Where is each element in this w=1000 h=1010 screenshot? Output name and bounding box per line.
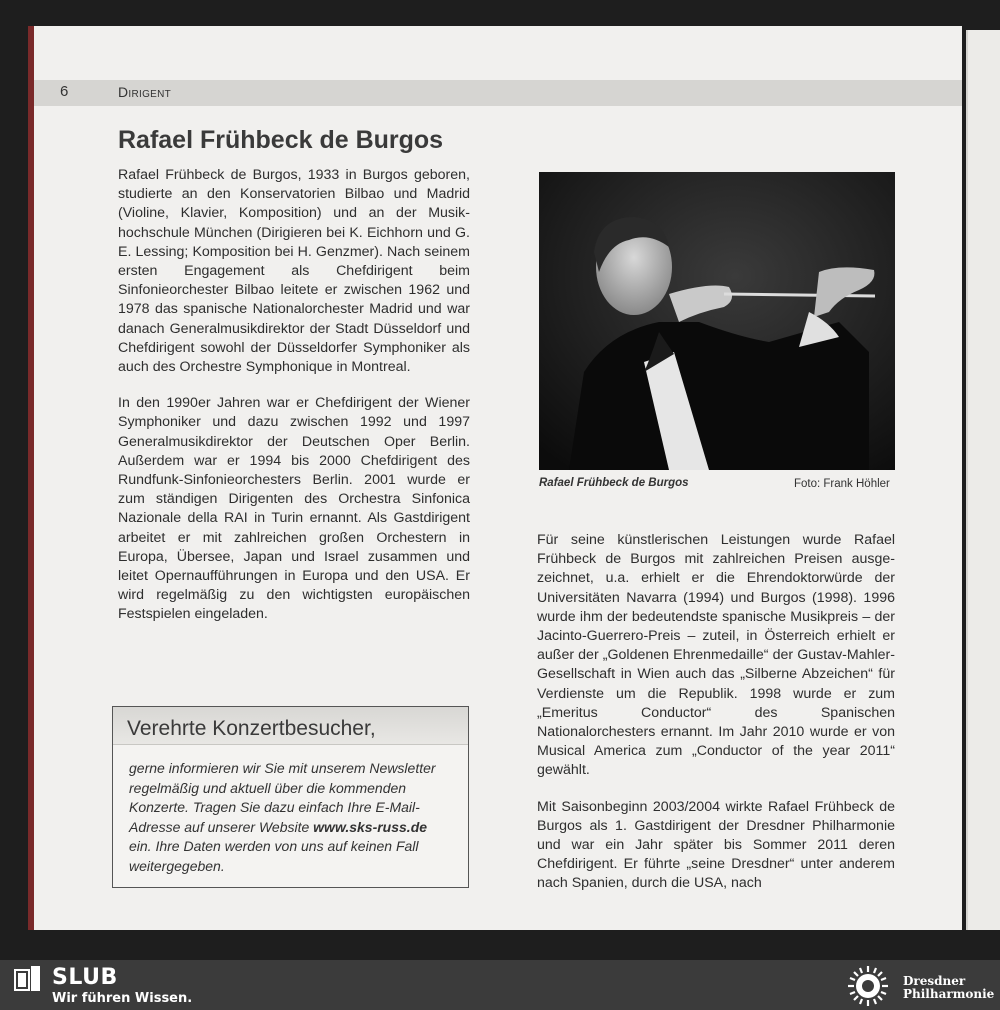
notice-text-after: ein. Ihre Daten werden von uns auf keinen Fall weitergegeben. bbox=[129, 838, 419, 874]
page-number: 6 bbox=[60, 83, 69, 100]
conductor-photo bbox=[539, 172, 895, 470]
page-title: Rafael Frühbeck de Burgos bbox=[118, 126, 444, 154]
partner-name-line-1: Dresdner bbox=[903, 974, 966, 988]
booklet-page bbox=[34, 26, 962, 930]
partner-name-line-2: Philharmonie bbox=[903, 987, 995, 1001]
next-page-edge bbox=[966, 30, 1000, 930]
website-link[interactable]: www.sks-russ.de bbox=[313, 818, 428, 835]
biography-paragraph: Rafael Frühbeck de Burgos, 1933 in Burgos geboren, studierte an den Konservatorien Bilbao und Madrid (Violine, Klavier, Komposition) und an der Musikhochschule München (Dirigieren bei K. Eichhorn und G. E. Lessing; Komposition bei H. Genzmer). Nach seinem ersten Engagement als Chefdirigent beim Sinfonieorchester Bilbao leitete er zwischen 1962 und 1978 das spanische Nationalorchester Madrid und war danach Generalmusikdirektor der Stadt Düsseldorf und Chefdirigent sowohl der Düsseldorfer Symphoniker als auch des Orchestre Symphonique in Montreal. bbox=[118, 167, 470, 376]
dresdner-philharmonie-logo-icon bbox=[842, 964, 894, 1008]
biography-left-column bbox=[118, 166, 470, 642]
biography-paragraph: In den 1990er Jahren war er Chefdirigent der Wiener Symphoniker und dazu zwischen 1992 und 1997 Generalmusikdirektor der Deutschen Oper Berlin. Außerdem war er 1994 bis 2000 Chefdirigent des Rundfunk-Sinfonieorchesters Berlin. 2001 wurde er zum ständigen Dirigenten des Orchestra Sinfonica Nazionale della RAI in Turin ernannt. Als Gastdirigent arbeitet er mit zahlreichen großen Orchestern in Europa, Übersee, Japan und Israel zusammen und leitet Opernaufführungen in Europa und den USA. Er wird regelmäßig zu den wichtigsten europäischen Festspielen eingeladen. bbox=[118, 395, 470, 623]
footer-bar bbox=[0, 960, 1000, 1010]
biography-paragraph: Für seine künstlerischen Leistungen wurde Rafael Frühbeck de Burgos mit zahlreichen Preisen ausgezeichnet, u.a. erhielt er die Ehrendoktorwürde der Universitäten Navarra (1994) und Burgos (1998). 1996 wurde ihm der bedeutendste spanische Musikpreis – der Jacinto-Guerrero-Preis – zuteil, in Österreich erhielt er außer der „Goldenen Ehrenmedaille“ der Gustav-Mahler-Gesellschaft in Wien auch das „Silberne Abzeichen“ für Verdienste um die Republik. 1998 wurde er zum „Emeritus Conductor“ des Spanischen Nationalorchesters ernannt. Im Jahr 2010 wurde er von Musical America zum „Conductor of the year 2011“ gewählt. bbox=[537, 532, 895, 779]
biography-right-column bbox=[537, 531, 895, 911]
partner-name bbox=[903, 975, 994, 1001]
conductor-photo-image bbox=[539, 172, 895, 470]
newsletter-notice-box bbox=[112, 706, 469, 888]
notice-text-before: gerne informieren wir Sie mit unserem Newsletter regelmäßig und aktuell über die kommenden Konzerte. Tragen Sie dazu einfach Ihre E-Mail-Adresse auf unserer Website bbox=[129, 760, 436, 835]
slub-logo-icon bbox=[14, 966, 40, 992]
notice-heading: Verehrte Konzertbesucher, bbox=[113, 707, 468, 745]
biography-paragraph: Mit Saisonbeginn 2003/2004 wirkte Rafael Frühbeck de Burgos als 1. Gastdirigent der Dresdner Philharmonie und war ein Jahr später bis Sommer 2011 deren Chefdirigent. Er führte „seine Dresdner“ unter anderem nach Spanien, durch die USA, nach bbox=[537, 798, 895, 892]
slub-name: SLUB bbox=[52, 965, 118, 990]
photo-caption: Rafael Frühbeck de Burgos bbox=[539, 477, 689, 489]
photo-credit: Foto: Frank Höhler bbox=[794, 478, 890, 490]
section-label-text: Dirigent bbox=[118, 84, 172, 100]
section-label bbox=[118, 84, 171, 100]
notice-text bbox=[113, 745, 468, 877]
header-band bbox=[34, 80, 962, 106]
slub-tagline: Wir führen Wissen. bbox=[52, 991, 193, 1006]
